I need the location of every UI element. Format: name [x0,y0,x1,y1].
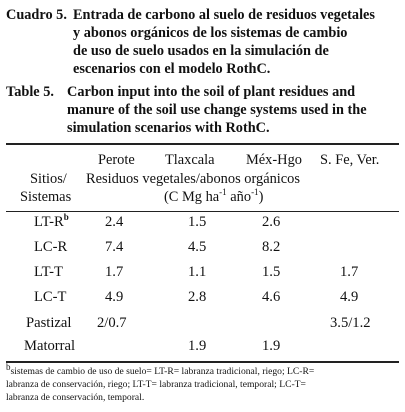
caption-english-line-3: simulation scenarios with RothC. [67,120,270,136]
unit-suffix: ) [258,189,264,205]
cell-mex-hgo: 1.9 [262,338,281,354]
cell-mex-hgo: 4.6 [262,289,281,305]
cell-perote: 2/0.7 [97,315,127,331]
caption-english-label: Table 5. [6,84,54,100]
cell-sfe-ver: 4.9 [340,289,359,305]
cell-tlaxcala: 4.5 [188,239,207,255]
group-header-label: Residuos vegetales/abonos orgánicos [86,171,300,187]
unit-exponent-2: -1 [251,187,259,198]
caption-spanish-line-4: escenarios con el modelo RothC. [73,61,271,77]
cell-mex-hgo: 2.6 [262,214,281,230]
unit-prefix: (C Mg ha [164,189,220,205]
footnote-line-1: $^b$sistemas de cambio de uso de suelo= LT-R= labranza tradicional, riego; LC-R= [6,361,315,377]
caption-spanish-label: Cuadro 5. [6,7,67,23]
cell-perote: 7.4 [105,239,124,255]
sites-header-line-2: Sistemas [20,189,72,205]
row-system-label: LC-T [34,289,67,305]
footnote-line-2: labranza de conservación, riego; LT-T= labranza tradicional, temporal; LC-T= [6,379,306,390]
caption-english-line-1: Carbon input into the soil of plant residues and [67,84,356,100]
column-header-sfe-ver: S. Fe, Ver. [320,152,380,168]
cell-tlaxcala: 1.9 [188,338,207,354]
cell-mex-hgo: 1.5 [262,264,281,280]
row-system-label: Matorral [24,338,76,354]
row-system-label: $LT-R^b$ [34,212,69,230]
table-top-rule [6,143,399,145]
caption-english-line-2: manure of the soil use change systems used in the [67,102,367,118]
cell-sfe-ver: 1.7 [340,264,359,280]
caption-spanish-line-3: de uso de suelo usados en la simulación de [73,43,329,59]
unit-label [164,189,263,206]
unit-mid: año [226,189,252,205]
cell-tlaxcala: 1.1 [188,264,207,280]
footnote-marker: b [63,212,69,223]
row-system-label: LT-T [34,264,63,280]
caption-spanish-line-2: y abonos orgánicos de los sistemas de cambio [73,25,348,41]
row-system-label: Pastizal [26,315,72,331]
cell-tlaxcala: 1.5 [188,214,207,230]
column-header-tlaxcala: Tlaxcala [165,152,215,168]
cell-sfe-ver: 3.5/1.2 [330,315,371,331]
cell-perote: 2.4 [105,214,124,230]
footnote-line-3: labranza de conservación, temporal. [6,392,145,403]
cell-mex-hgo: 8.2 [262,239,281,255]
unit-exponent-1: -1 [219,187,227,198]
row-system-label: LC-R [34,239,68,255]
column-header-mex-hgo: Méx-Hgo [246,152,302,168]
table-bottom-rule [6,361,399,363]
column-header-perote: Perote [98,152,135,168]
cell-perote: 1.7 [105,264,124,280]
cell-perote: 4.9 [105,289,124,305]
caption-spanish-line-1: Entrada de carbono al suelo de residuos vegetales [73,7,375,23]
sites-header-line-1: Sitios/ [30,171,67,187]
footnote-marker: b [6,361,11,372]
cell-tlaxcala: 2.8 [188,289,207,305]
